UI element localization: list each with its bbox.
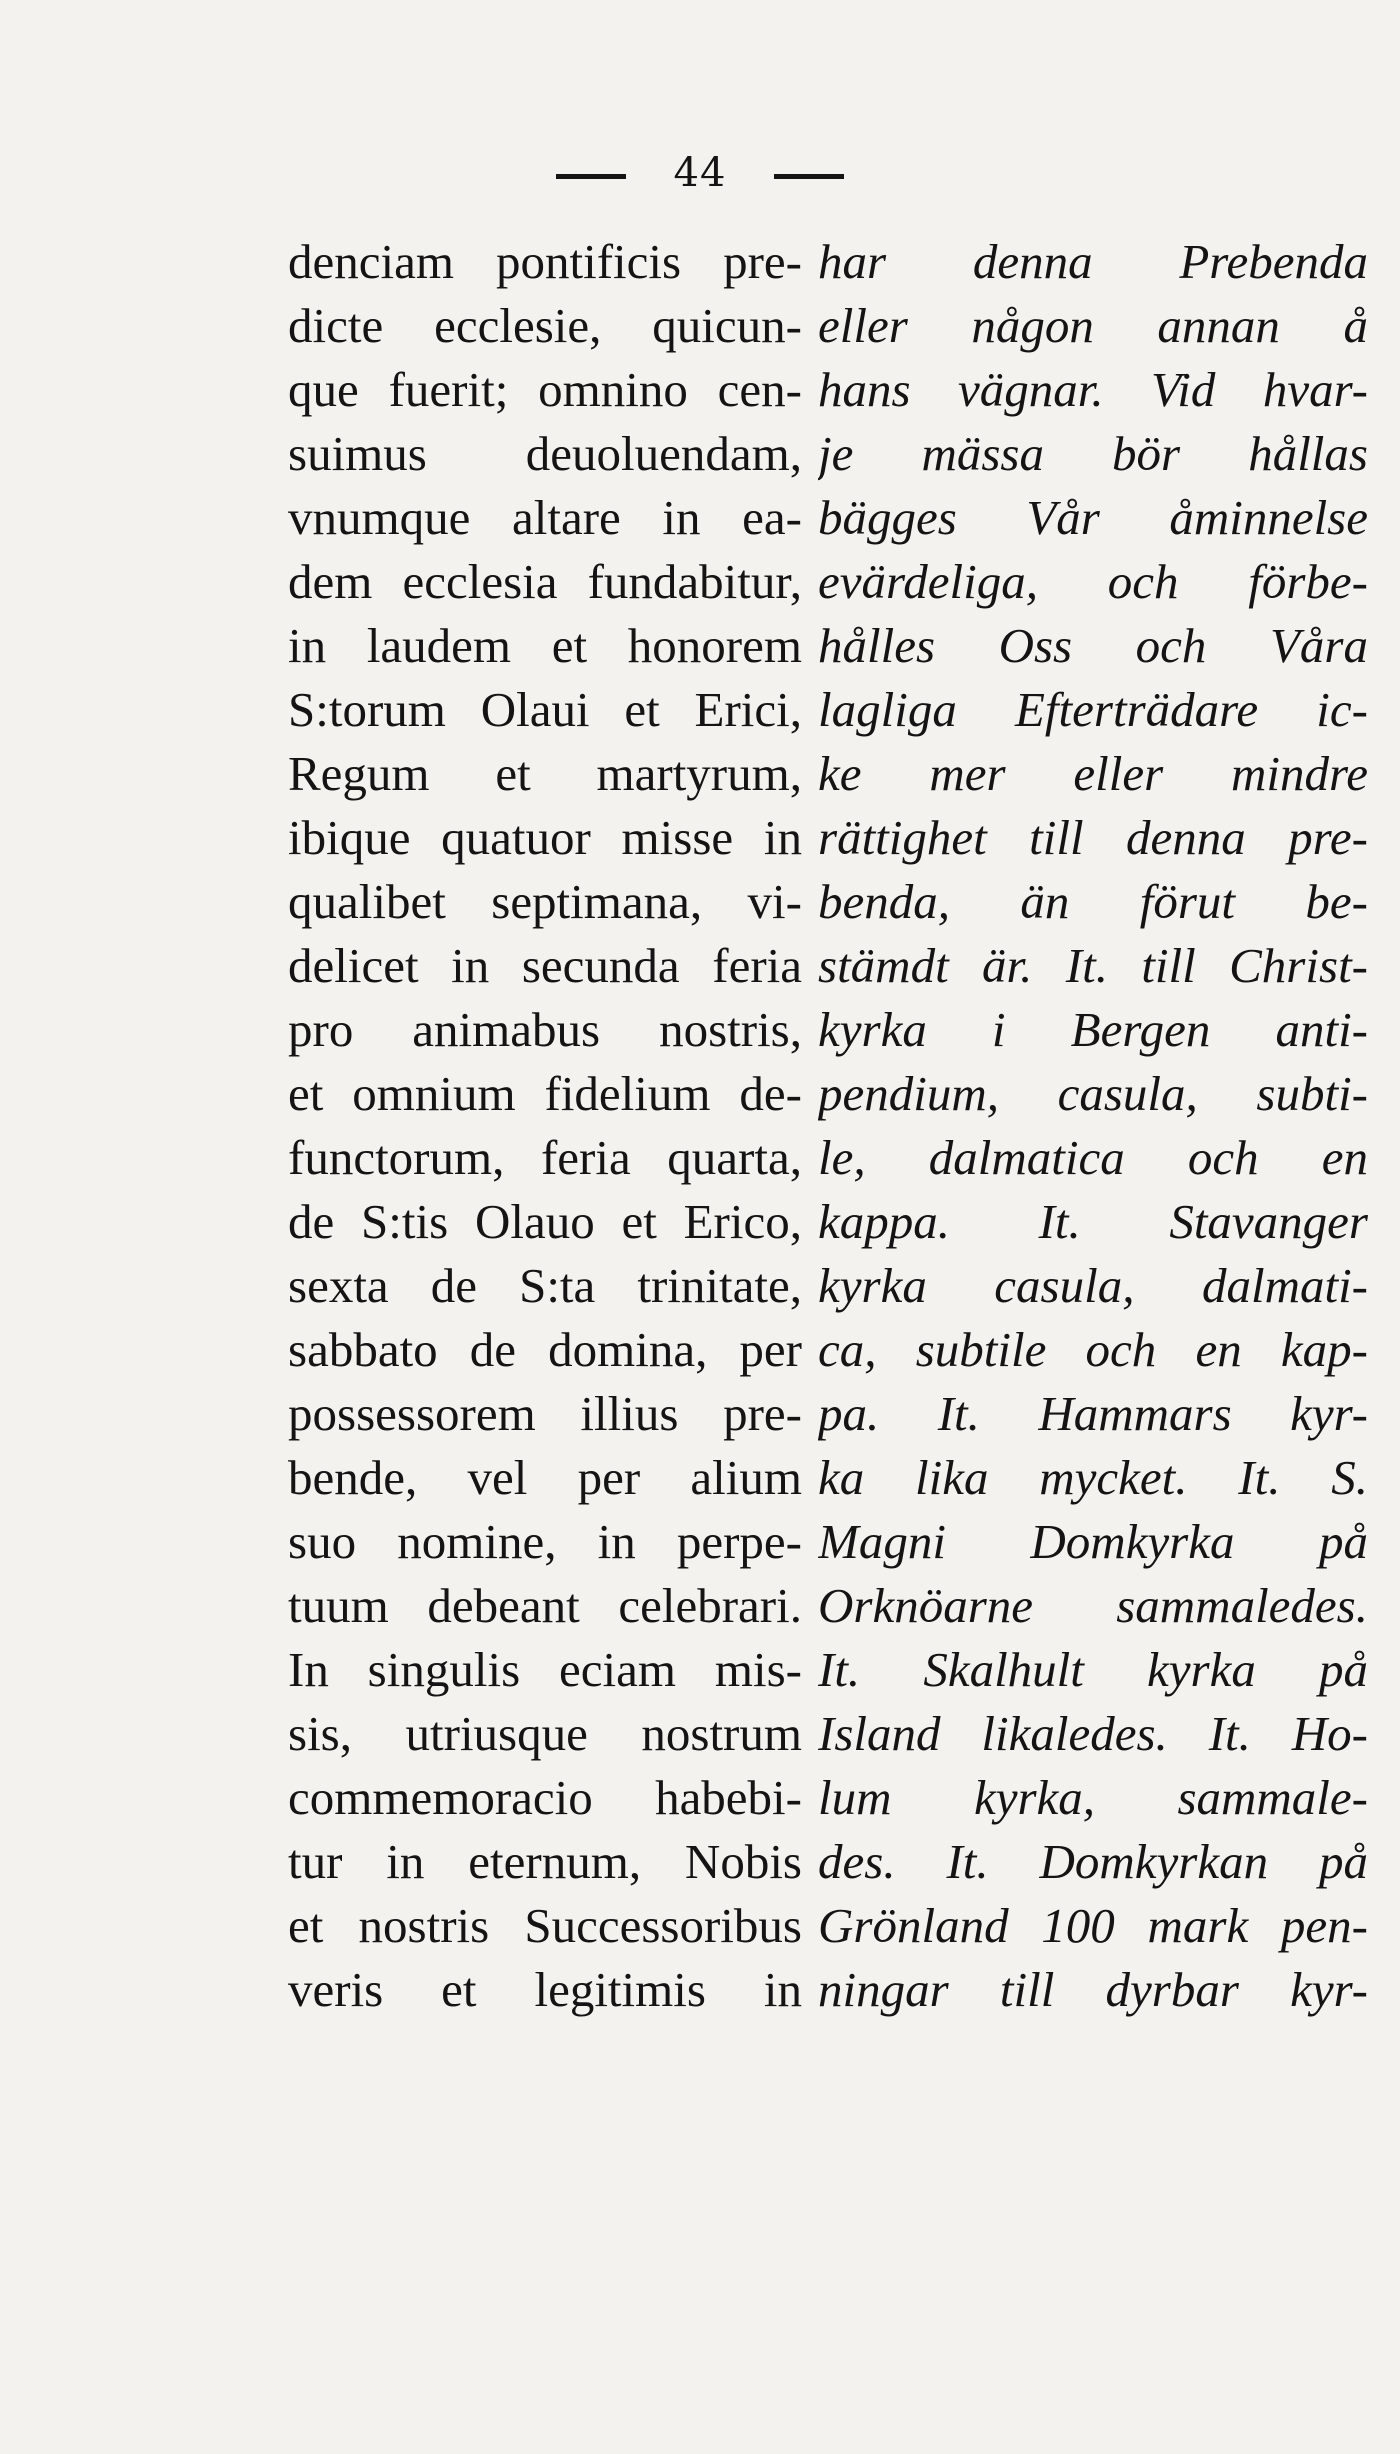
- latin-text-line: vnumque altare in ea-: [288, 490, 802, 545]
- swedish-text-line: ke mer eller mindre: [818, 746, 1368, 801]
- swedish-text-line: pendium, casula, subti-: [818, 1066, 1368, 1121]
- latin-text-line: sexta de S:ta trinitate,: [288, 1258, 802, 1313]
- latin-text-line: delicet in secunda feria: [288, 938, 802, 993]
- latin-text-line: functorum, feria quarta,: [288, 1130, 802, 1185]
- swedish-text-line: lum kyrka, sammale-: [818, 1770, 1368, 1825]
- latin-text-line: pro animabus nostris,: [288, 1002, 802, 1057]
- latin-text-line: bende, vel per alium: [288, 1450, 802, 1505]
- swedish-text-line: bägges Vår åminnelse: [818, 490, 1368, 545]
- latin-column: [288, 230, 802, 2022]
- latin-text-line: qualibet septimana, vi-: [288, 874, 802, 929]
- latin-text-line: in laudem et honorem: [288, 618, 802, 673]
- latin-text-line: tuum debeant celebrari.: [288, 1578, 802, 1633]
- swedish-text-line: eller någon annan å: [818, 298, 1368, 353]
- swedish-text-line: It. Skalhult kyrka på: [818, 1642, 1368, 1697]
- latin-text-line: commemoracio habebi-: [288, 1770, 802, 1825]
- swedish-text-line: stämdt är. It. till Christ-: [818, 938, 1368, 993]
- swedish-text-line: benda, än förut be-: [818, 874, 1368, 929]
- latin-text-line: suo nomine, in perpe-: [288, 1514, 802, 1569]
- latin-text-line: Regum et martyrum,: [288, 746, 802, 801]
- swedish-text-line: Grönland 100 mark pen-: [818, 1898, 1368, 1953]
- swedish-text-line: pa. It. Hammars kyr-: [818, 1386, 1368, 1441]
- latin-text-line: possessorem illius pre-: [288, 1386, 802, 1441]
- swedish-text-line: kyrka casula, dalmati-: [818, 1258, 1368, 1313]
- swedish-text-line: lagliga Efterträdare ic-: [818, 682, 1368, 737]
- page-number: 44: [673, 150, 727, 196]
- latin-text-line: et omnium fidelium de-: [288, 1066, 802, 1121]
- latin-text-line: ibique quatuor misse in: [288, 810, 802, 865]
- swedish-text-line: ka lika mycket. It. S.: [818, 1450, 1368, 1505]
- swedish-text-line: ningar till dyrbar kyr-: [818, 1962, 1368, 2017]
- swedish-text-line: evärdeliga, och förbe-: [818, 554, 1368, 609]
- header-rule-left: [556, 174, 626, 179]
- swedish-column: [818, 230, 1368, 2022]
- latin-text-line: sabbato de domina, per: [288, 1322, 802, 1377]
- latin-text-line: suimus deuoluendam,: [288, 426, 802, 481]
- latin-text-line: dem ecclesia fundabitur,: [288, 554, 802, 609]
- latin-text-line: denciam pontificis pre-: [288, 234, 802, 289]
- latin-text-line: S:torum Olaui et Erici,: [288, 682, 802, 737]
- latin-text-line: In singulis eciam mis-: [288, 1642, 802, 1697]
- swedish-text-line: har denna Prebenda: [818, 234, 1368, 289]
- swedish-text-line: hans vägnar. Vid hvar-: [818, 362, 1368, 417]
- latin-text-line: sis, utriusque nostrum: [288, 1706, 802, 1761]
- swedish-text-line: des. It. Domkyrkan på: [818, 1834, 1368, 1889]
- swedish-text-line: le, dalmatica och en: [818, 1130, 1368, 1185]
- latin-text-line: veris et legitimis in: [288, 1962, 802, 2017]
- header-rule-right: [774, 174, 844, 179]
- latin-text-line: tur in eternum, Nobis: [288, 1834, 802, 1889]
- swedish-text-line: Magni Domkyrka på: [818, 1514, 1368, 1569]
- swedish-text-line: ca, subtile och en kap-: [818, 1322, 1368, 1377]
- swedish-text-line: Orknöarne sammaledes.: [818, 1578, 1368, 1633]
- latin-text-line: de S:tis Olauo et Erico,: [288, 1194, 802, 1249]
- swedish-text-line: hålles Oss och Våra: [818, 618, 1368, 673]
- swedish-text-line: kappa. It. Stavanger: [818, 1194, 1368, 1249]
- swedish-text-line: Island likaledes. It. Ho-: [818, 1706, 1368, 1761]
- swedish-text-line: je mässa bör hållas: [818, 426, 1368, 481]
- latin-text-line: que fuerit; omnino cen-: [288, 362, 802, 417]
- latin-text-line: dicte ecclesie, quicun-: [288, 298, 802, 353]
- page-header: [0, 150, 1400, 196]
- swedish-text-line: rättighet till denna pre-: [818, 810, 1368, 865]
- swedish-text-line: kyrka i Bergen anti-: [818, 1002, 1368, 1057]
- latin-text-line: et nostris Successoribus: [288, 1898, 802, 1953]
